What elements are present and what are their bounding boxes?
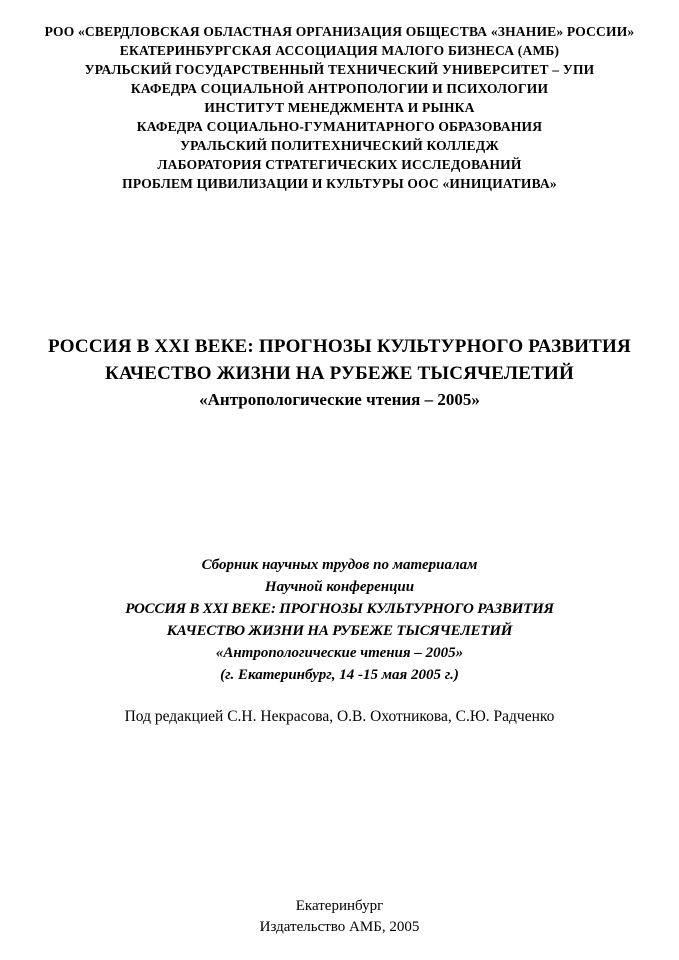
organization-header [0,0,679,193]
org-header-line: ЛАБОРАТОРИЯ СТРАТЕГИЧЕСКИХ ИССЛЕДОВАНИЙ [157,157,522,172]
main-title [0,333,679,412]
org-header-line: КАФЕДРА СОЦИАЛЬНО-ГУМАНИТАРНОГО ОБРАЗОВАНИЯ [136,119,543,134]
editors-line: Под редакцией С.Н. Некрасова, О.В. Охотникова, С.Ю. Радченко [124,708,555,725]
subtitle-line: КАЧЕСТВО ЖИЗНИ НА РУБЕЖЕ ТЫСЯЧЕЛЕТИЙ [166,623,513,639]
main-title-line-2: КАЧЕСТВО ЖИЗНИ НА РУБЕЖЕ ТЫСЯЧЕЛЕТИЙ [105,363,574,384]
org-header-line: РОО «СВЕРДЛОВСКАЯ ОБЛАСТНАЯ ОРГАНИЗАЦИЯ ОБЩЕСТВА «ЗНАНИЕ» РОССИИ» [44,24,635,39]
conference-subtitle-block [0,554,679,686]
subtitle-line: Сборник научных трудов по материалам [201,557,478,573]
org-header-line: ПРОБЛЕМ ЦИВИЛИЗАЦИИ И КУЛЬТУРЫ ООС «ИНИЦИАТИВА» [122,176,557,191]
subtitle-line: «Антропологические чтения – 2005» [215,645,464,661]
imprint-city: Екатеринбург [295,898,384,914]
main-title-line-3: «Антропологические чтения – 2005» [199,390,480,409]
org-header-line: УРАЛЬСКИЙ ПОЛИТЕХНИЧЕСКИЙ КОЛЛЕДЖ [180,138,499,153]
org-header-line: УРАЛЬСКИЙ ГОСУДАРСТВЕННЫЙ ТЕХНИЧЕСКИЙ УНИВЕРСИТЕТ – УПИ [84,62,595,77]
imprint-publisher: Издательство АМБ, 2005 [259,919,420,935]
main-title-line-1: РОССИЯ В XXI ВЕКЕ: ПРОГНОЗЫ КУЛЬТУРНОГО РАЗВИТИЯ [48,336,631,357]
org-header-line: ИНСТИТУТ МЕНЕДЖМЕНТА И РЫНКА [204,100,475,115]
subtitle-line: РОССИЯ В XXI ВЕКЕ: ПРОГНОЗЫ КУЛЬТУРНОГО РАЗВИТИЯ [125,601,554,617]
org-header-line: КАФЕДРА СОЦИАЛЬНОЙ АНТРОПОЛОГИИ И ПСИХОЛОГИИ [130,81,549,96]
org-header-line: ЕКАТЕРИНБУРГСКАЯ АССОЦИАЦИЯ МАЛОГО БИЗНЕСА (АМБ) [119,43,560,58]
imprint [0,896,679,938]
subtitle-line: Научной конференции [264,579,415,595]
subtitle-line: (г. Екатеринбург, 14 -15 мая 2005 г.) [220,667,459,683]
